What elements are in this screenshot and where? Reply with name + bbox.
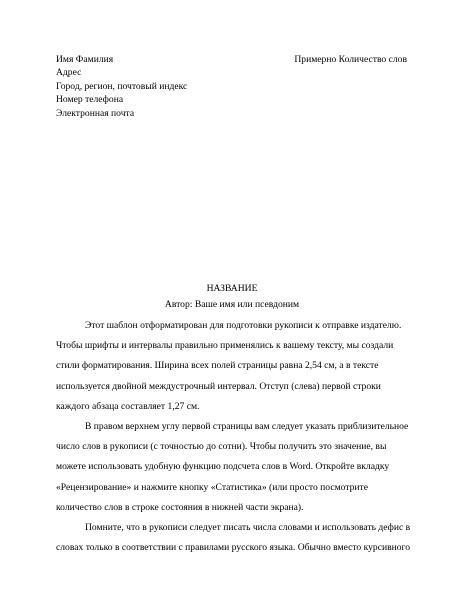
body-line: число слов в рукописи (с точностью до сотни). Чтобы получить это значение, вы <box>56 441 387 453</box>
body-line: стили форматирования. Ширина всех полей страницы равна 2,54 см, а в тексте <box>56 360 379 372</box>
word-count-note: Примерно Количество слов <box>294 54 407 65</box>
manuscript-author: Автор: Ваше имя или псевдоним <box>164 299 300 310</box>
manuscript-title: НАЗВАНИЕ <box>206 283 258 294</box>
email-line: Электронная почта <box>56 107 135 119</box>
body-line: количество слов в строке состояния в нижней части экрана). <box>56 501 304 513</box>
body-line: используется двойной междустрочный интервал. Отступ (слева) первой строки <box>56 380 381 392</box>
body-line: «Рецензирование» и нажмите кнопку «Статистика» (или просто посмотрите <box>56 481 369 493</box>
address-line: Адрес <box>56 67 82 79</box>
body-line: каждого абзаца составляет 1,27 см. <box>56 400 200 412</box>
body-line: словах только в соответствии с правилами русского языка. Обычно вместо курсивного <box>56 542 411 554</box>
manuscript-body <box>56 316 411 558</box>
city-line: Город, регион, почтовый индекс <box>56 80 188 92</box>
body-line: Этот шаблон отформатирован для подготовки рукописи к отправке издателю. <box>85 320 402 331</box>
body-line: Чтобы шрифты и интервалы правильно применялись к вашему тексту, мы создали <box>56 340 394 352</box>
phone-line: Номер телефона <box>56 94 124 106</box>
author-name: Имя Фамилия <box>56 54 114 65</box>
body-line: можете использовать удобную функцию подсчета слов в Word. Откройте вкладку <box>56 461 390 473</box>
body-line: В правом верхнем углу первой страницы вам следует указать приблизительное <box>85 420 409 432</box>
body-line: Помните, что в рукописи следует писать числа словами и использовать дефис в <box>85 521 411 533</box>
